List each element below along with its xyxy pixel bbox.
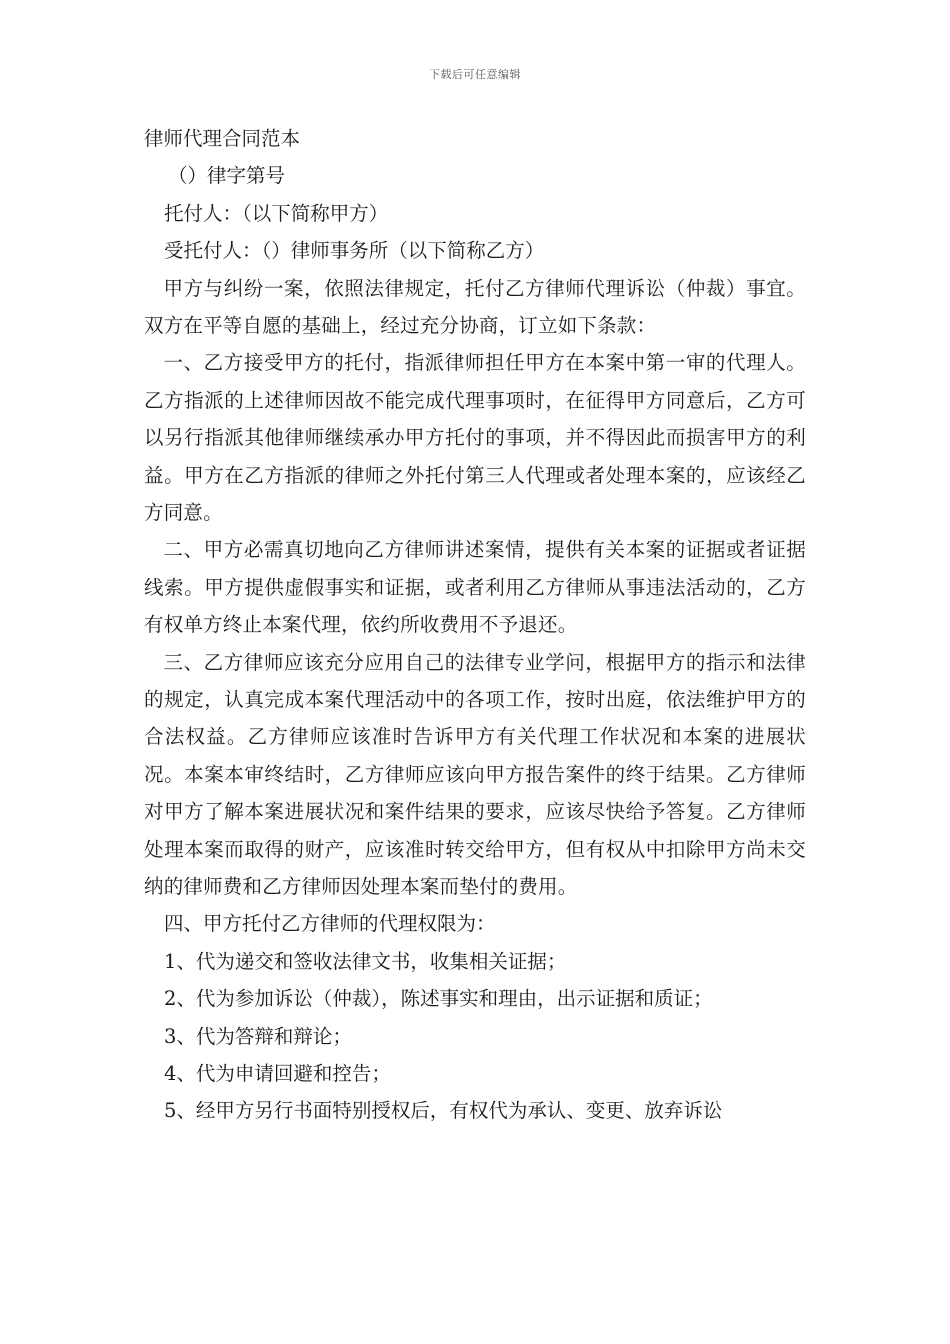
header-note: 下载后可任意编辑: [429, 68, 521, 81]
agent-line: 受托付人：（）律师事务所（以下简称乙方）: [164, 239, 545, 263]
authority-item: 4、代为申请回避和控告；: [164, 1062, 391, 1086]
case-number-line: （）律字第号: [168, 164, 286, 188]
authority-item: 2、代为参加诉讼（仲裁），陈述事实和理由，出示证据和质证；: [164, 987, 713, 1011]
authority-item: 3、代为答辩和辩论；: [164, 1024, 352, 1048]
authority-item: 5、经甲方另行书面特别授权后，有权代为承认、变更、放弃诉讼: [164, 1099, 723, 1123]
authority-item: 1、代为递交和签收法律文书，收集相关证据；: [164, 949, 567, 973]
document-title: 律师代理合同范本: [144, 127, 301, 150]
clause-three: 三、乙方律师应该充分应用自己的法律专业学问，根据甲方的指示和法律的规定，认真完成本案代理活动中的各项工作，按时出庭，依法维护甲方的合法权益。乙方律师应该准时告诉甲方有关代理工作状况和本案的进展状况。本案本审终结时，乙方律师应该向甲方报告案件的终于结果。乙方律师对甲方了解本案进展状况和案件结果的要求，应该尽快给予答复。乙方律师处理本案而取得的财产，应该准时转交给甲方，但有权从中扣除甲方尚未交纳的律师费和乙方律师因处理本案而垫付的费用。: [144, 650, 806, 899]
principal-line: 托付人：（以下简称甲方）: [164, 201, 389, 225]
contract-body: [144, 120, 806, 1130]
intro-paragraph: 甲方与纠纷一案，依照法律规定，托付乙方律师代理诉讼（仲裁）事宜。双方在平等自愿的基础上，经过充分协商，订立如下条款：: [144, 276, 806, 337]
clause-four-heading: 四、甲方托付乙方律师的代理权限为：: [164, 912, 496, 936]
clause-two: 二、甲方必需真切地向乙方律师讲述案情，提供有关本案的证据或者证据线索。甲方提供虚假事实和证据，或者利用乙方律师从事违法活动的，乙方有权单方终止本案代理，依约所收费用不予退还。: [144, 538, 806, 637]
clause-one: 一、乙方接受甲方的托付，指派律师担任甲方在本案中第一审的代理人。乙方指派的上述律师因故不能完成代理事项时，在征得甲方同意后，乙方可以另行指派其他律师继续承办甲方托付的事项，并不得因此而损害甲方的利益。甲方在乙方指派的律师之外托付第三人代理或者处理本案的，应该经乙方同意。: [144, 351, 806, 524]
